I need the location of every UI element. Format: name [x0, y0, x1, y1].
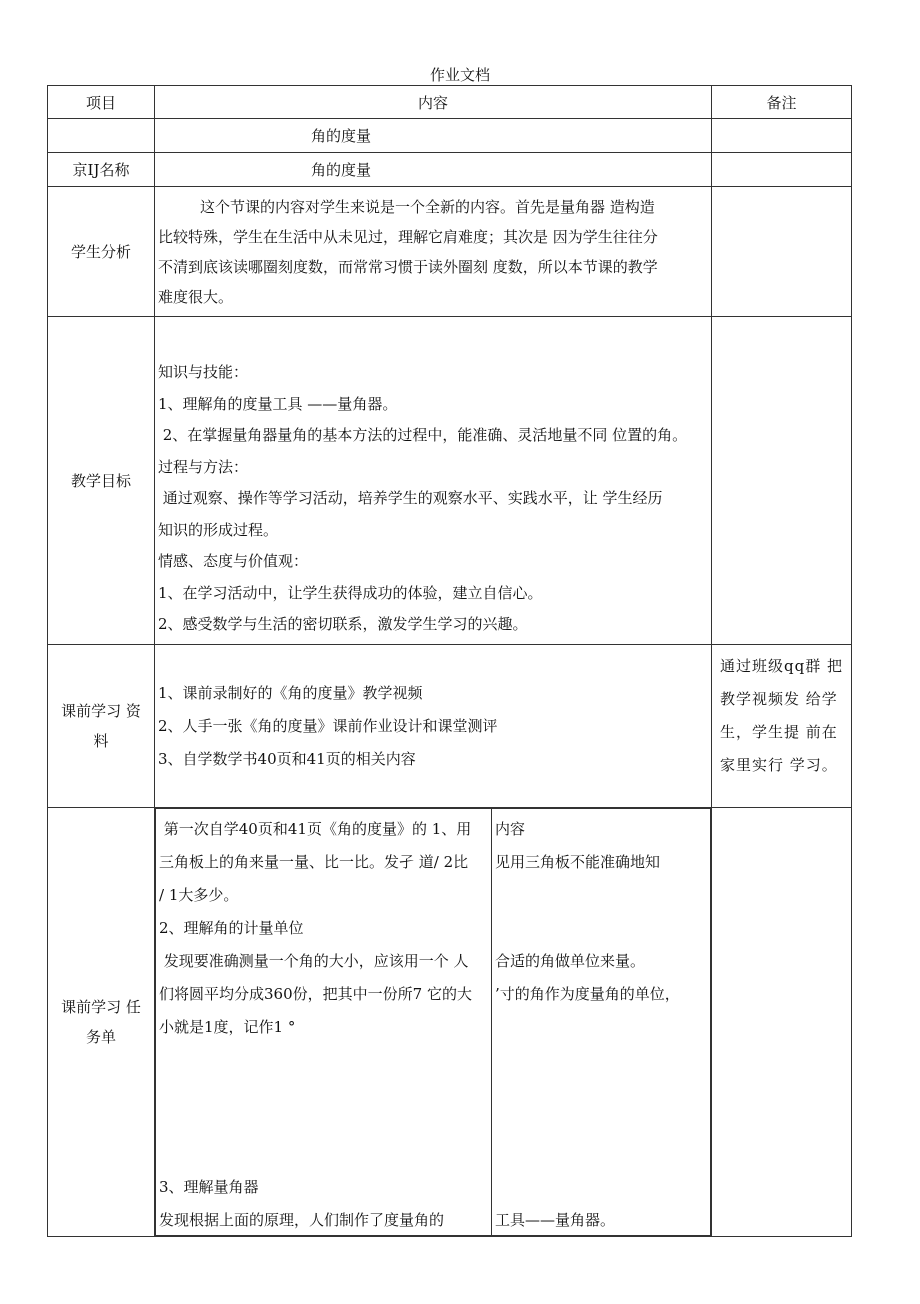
materials-label: 课前学习 资 料 — [48, 645, 155, 808]
topic-row — [48, 119, 852, 153]
materials-row — [48, 645, 852, 808]
text-line: 2、感受数学与生活的密切联系，激发学生学习的兴趣。 — [158, 615, 528, 633]
text-line: 1、在学习活动中，让学生获得成功的体验，建立自信心。 — [158, 583, 543, 602]
text-line: 2、人手一张《角的度量》课前作业设计和课堂测评 — [158, 716, 498, 735]
text-line: 2、理解角的计量单位 — [159, 919, 304, 937]
text-line — [495, 912, 708, 945]
text-line: 们将圆平均分成360份，把其中一份所7 它的大 — [159, 985, 472, 1003]
materials-content — [155, 645, 712, 808]
text-line: 知识与技能： — [158, 363, 249, 381]
text-line: 2、在掌握量角器量角的基本方法的过程中，能准确、灵活地量不同 位置的角。 — [158, 426, 688, 444]
text-line: 发现要准确测量一个角的大小，应该用一个 人 — [159, 952, 469, 970]
topic-content: 角的度量 — [155, 119, 712, 153]
text-line: 比较特殊，学生在生活中从未见过，理解它肩难度；其次是 因为学生往往分 — [158, 227, 658, 246]
task-list-subtable — [155, 808, 711, 1236]
header-item: 项目 — [48, 86, 155, 119]
text-line: 第一次自学40页和41页《角的度量》的 1、用 — [159, 820, 472, 838]
text-line: ’寸的角作为度量角的单位， — [495, 985, 680, 1003]
text-line: 三角板上的角来量一量、比一比。发孑 道/ 2比 — [159, 853, 469, 871]
text-line — [495, 879, 708, 912]
text-line: 通过观察、操作等学习活动，培养学生的观察水平、实践水平，让 学生经历 — [158, 489, 663, 507]
task-list-label: 课前学习 任 务单 — [48, 808, 155, 1237]
text-line: 3、自学数学书40页和41页的相关内容 — [158, 749, 416, 768]
lesson-plan-table — [47, 85, 852, 1237]
text-line: 通过班级qq群 把 — [720, 657, 843, 675]
task-list-right-column — [492, 809, 711, 1236]
topic-label — [48, 119, 155, 153]
topic-note — [712, 119, 852, 153]
text-line: / 1大多少。 — [159, 886, 239, 904]
text-line: 不清到底该读哪圈刻度数，而常常习惯于读外圈刻 度数，所以本节课的教学 — [158, 257, 658, 276]
header-notes: 备注 — [712, 86, 852, 119]
student-analysis-row — [48, 187, 852, 317]
materials-note — [712, 645, 852, 808]
text-line: 过程与方法： — [158, 457, 249, 476]
document-title: 作业文档 — [429, 66, 490, 84]
text-line: 1、课前录制好的《角的度量》教学视频 — [158, 683, 423, 702]
text-line: 家里实行 学习。 — [720, 756, 838, 774]
text-line: 合适的角做单位来量。 — [495, 952, 646, 970]
text-line: 内容 — [495, 820, 526, 838]
text-line: 情感、态度与价值观： — [158, 552, 309, 570]
task-list-note — [712, 808, 852, 1237]
teaching-goals-content — [155, 317, 712, 645]
text-line: 知识的形成过程。 — [158, 520, 279, 539]
task-list-row — [48, 808, 852, 1237]
task-list-left-column — [156, 809, 492, 1236]
text-line: 3、理解量角器 — [159, 1178, 259, 1196]
text-line: 发现根据上面的原理，人们制作了度量角的 — [159, 1211, 445, 1229]
header-content: 内容 — [155, 86, 712, 119]
text-line: 这个节课的内容对学生来说是一个全新的内容。首先是量角器 造构造 — [200, 197, 655, 216]
text-line: 1、理解角的度量工具 ——量角器。 — [158, 394, 398, 413]
table-header-row — [48, 86, 852, 119]
name-note — [712, 153, 852, 187]
student-analysis-note — [712, 187, 852, 317]
text-line: 教学视频发 给学 — [720, 690, 838, 708]
student-analysis-label: 学生分析 — [48, 187, 155, 317]
name-label: 京IJ名称 — [48, 153, 155, 187]
name-row — [48, 153, 852, 187]
teaching-goals-label: 教学目标 — [48, 317, 155, 645]
text-line: 小就是1度，记作1 ° — [159, 1018, 296, 1036]
text-line: 工具——量角器。 — [495, 1211, 616, 1229]
teaching-goals-row — [48, 317, 852, 645]
student-analysis-content — [155, 187, 712, 317]
teaching-goals-note — [712, 317, 852, 645]
text-line: 难度很大。 — [158, 287, 234, 306]
text-line: 见用三角板不能准确地知 — [495, 853, 661, 871]
task-list-content — [155, 808, 712, 1237]
name-content: 角的度量 — [155, 153, 712, 187]
text-line: 生，学生提 前在 — [720, 723, 838, 741]
